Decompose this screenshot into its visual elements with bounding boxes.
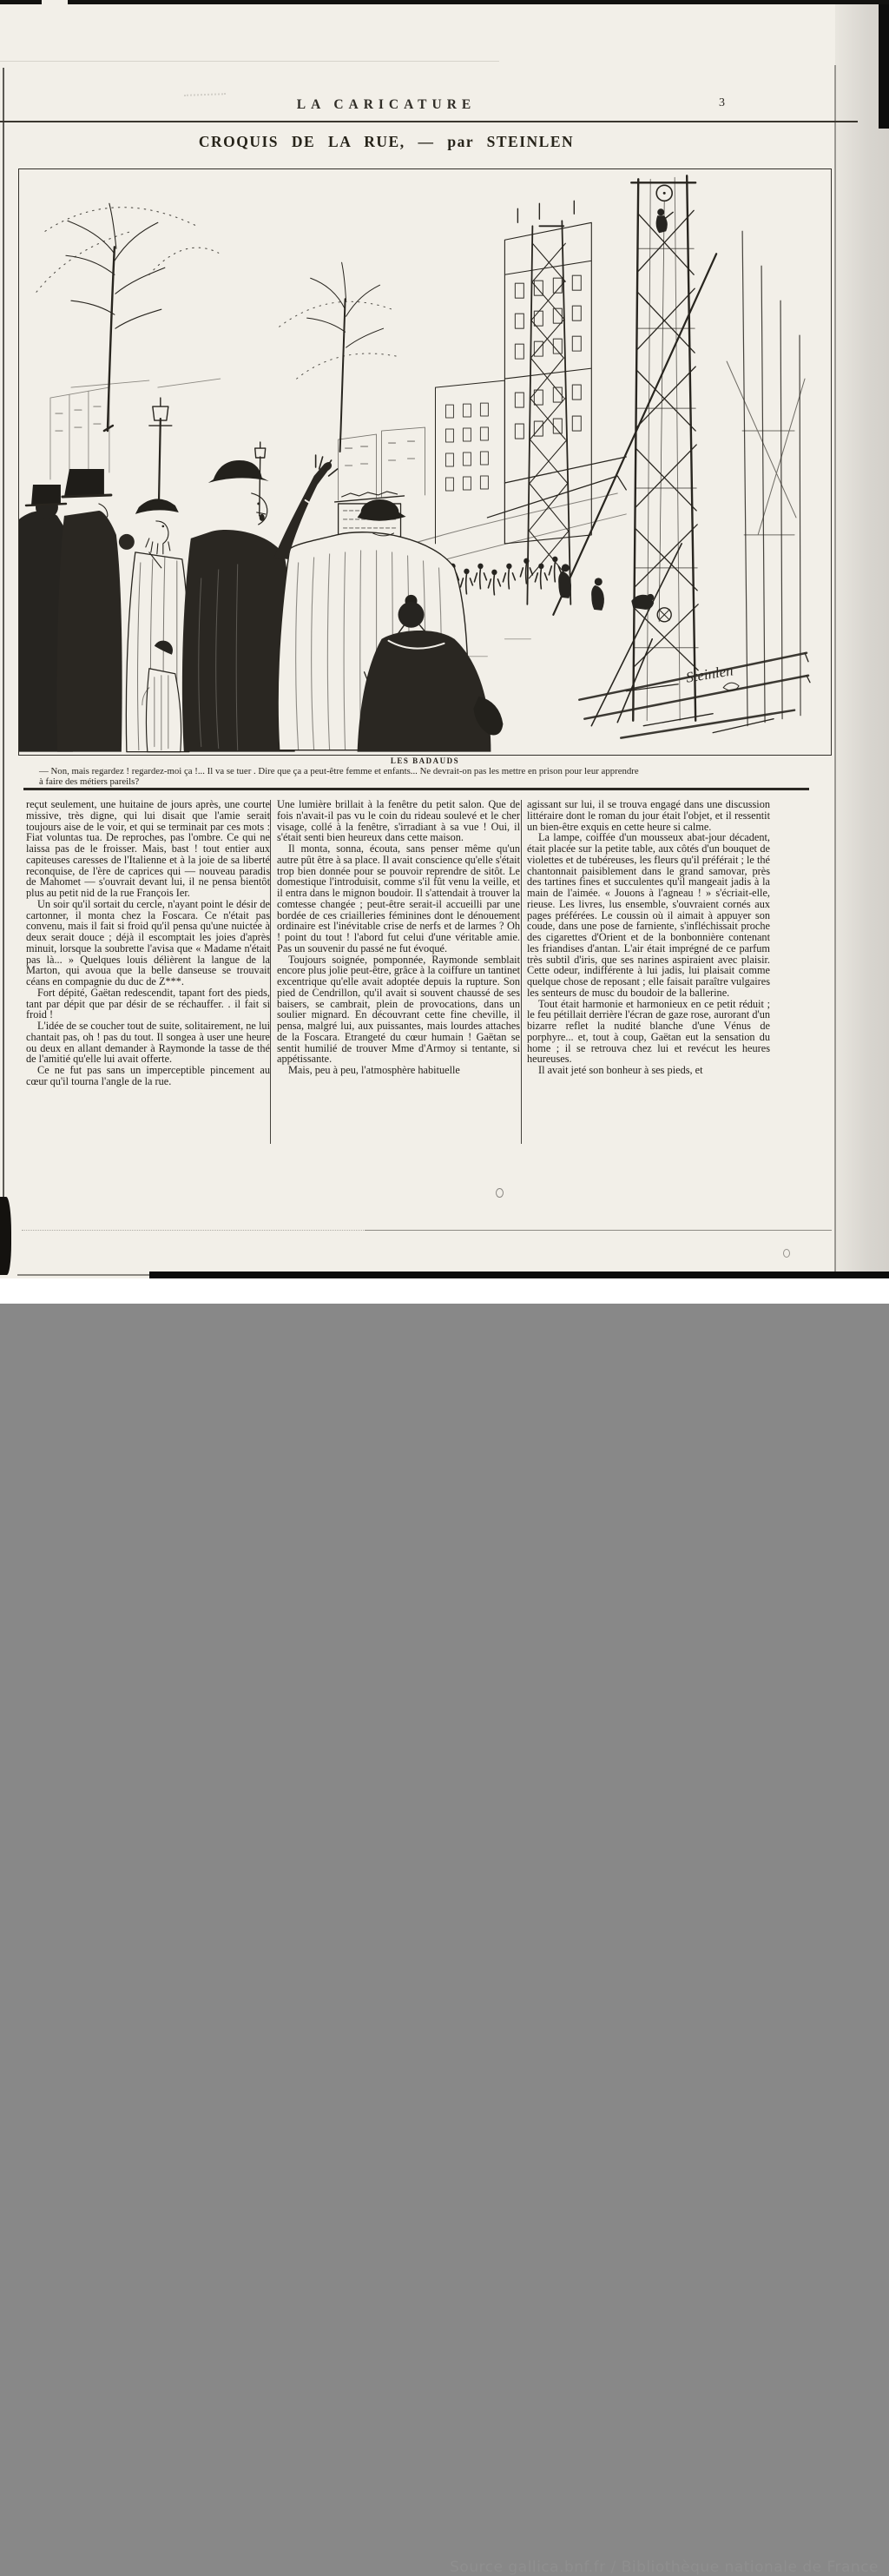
scan-top-edge <box>0 0 889 4</box>
paragraph: reçut seulement, une huitaine de jours après, une courte missive, très digne, qui lui disait que l'amie serait toujours aise de le voir, et qui se terminait par ces mots : Fiat voluntas tua. De reproches, pas l'ombre. Ce qui ne laissa pas de le froisser. Mais, bast ! tout entier aux capiteuses caresses de l'Italienne et à la joie de sa liberté reconquise, de l'ère de caprices qui — nouveau paradis de Mahomet — s'ouvrait devant lui, il ne pensa bientôt plus au petit nid de la rue François Ier. <box>26 798 270 899</box>
column-rule <box>270 800 271 1144</box>
mid-buildings <box>339 427 425 500</box>
workers-and-timber <box>558 564 810 737</box>
illustration-caption-title: LES BADAUDS <box>390 756 460 765</box>
bare-trees <box>36 203 401 452</box>
text-column-3 <box>527 799 770 1076</box>
artist-signature: Steinlen <box>684 662 734 686</box>
paragraph: Un soir qu'il sortait du cercle, n'ayant point le désir de cartonner, il monta chez la Foscara. Ce n'était pas convenu, mais il fait si froid qu'il pensa qu'une nuictée à deux serait douce ; déjà il escomptait les joies d'après minuit, lorsque la soubrette l'avisa que « Madame n'était pas là... » Quelques louis délièrent la langue de la Marton, qui avoua que la belle danseuse se trouvait céans en compagnie du duc de Z***. <box>26 897 270 987</box>
paragraph: La lampe, coiffée d'un mousseux abat-jour décadent, était placée sur la petite table, aux côtés d'un bouquet de violettes et de tubéreuses, les fleurs qu'il préférait ; le thé chantonnait paisiblement dans le grand samovar, près des tartines fines et succulentes qu'il mangeait jadis à la main de l'aimée. « Jouons à l'agneau ! » s'écriait-elle, rieuse. Les livres, lus ensemble, s'ouvraient cornés aux pages préférées. Le coussin où il aimait à appuyer son coude, dans une pose de farniente, s'infléchissait proche des cigarettes d'Orient et de la bonbonnière contenant les friandises d'antan. L'air était imprégné de ce parfum très subtil d'iris, que ses narines aspiraient avec plaisir. Cette odeur, indifférente à lui jadis, lui plaisait comme quelque chose de reposant ; elle faisait paraître vulgaires les senteurs de musc du boudoir de la ballerine. <box>527 831 770 999</box>
pencil-smudge <box>184 93 226 96</box>
page-number: 3 <box>719 96 725 109</box>
gallica-footer <box>0 1278 889 2576</box>
caption-rule <box>23 788 809 790</box>
paragraph: Toujours soignée, pomponnée, Raymonde semblait encore plus jolie peut-être, grâce à la coiffure un tantinet excentrique qu'elle avait adoptée depuis la rupture. Son pied de Cendrillon, qu'il avait si souvent chaussé de ses baisers, se cambrait, plein de provocations, dans un soulier mignard. En découvrant cette fine cheville, il pensa, malgré lui, aux puissantes, mais lourdes attaches de la Foscara. Etrangeté du cœur humain ! Gaëtan se sentit humilié de trouver Mme d'Armoy si tentante, si appétissante. <box>277 953 520 1066</box>
scan-bottom-edge <box>149 1271 889 1278</box>
scan-bottom-edge-thin <box>17 1274 149 1276</box>
paragraph: Ce ne fut pas sans un imperceptible pincement au cœur qu'il tourna l'angle de la rue. <box>26 1064 270 1087</box>
street-scene-illustration <box>18 168 832 756</box>
gallica-source-credit: Source gallica.bnf.fr / Bibliothèque nationale de France <box>450 2559 879 2576</box>
scan-right-margin <box>835 4 889 1272</box>
paragraph: Mais, peu à peu, l'atmosphère habituelle <box>288 1064 460 1076</box>
header-rule <box>0 121 858 122</box>
paragraph: Fort dépité, Gaëtan redescendit, tapant fort des pieds, tant par dépit que par désir de se réchauffer. . il fait si froid ! <box>26 986 270 1021</box>
street-scene-drawing <box>19 169 831 755</box>
print-speck <box>496 1188 504 1198</box>
article-title: CROQUIS DE LA RUE, — par STEINLEN <box>198 133 575 150</box>
paragraph: Tout était harmonie et harmonieux en ce petit réduit ; le feu pétillait derrière l'écran de gaze rose, aurorant d'un bizarre reflet la nudité blanche d'une Vénus de porphyre... et, tout à coup, Gaëtan eut la sensation du home ; il se retrouva chez lui et revécut les heures heureuses. <box>527 997 770 1066</box>
scan-ink-blob <box>0 1197 11 1275</box>
text-column-2 <box>277 799 520 1076</box>
building-right-far <box>435 380 504 544</box>
scan-top-edge-notch <box>42 0 68 4</box>
scan-page-edge-line <box>834 65 836 1272</box>
distant-buildings-left <box>50 379 221 479</box>
paragraph: Une lumière brillait à la fenêtre du petit salon. Que de fois n'avait-il pas vu le coin du rideau soulevé et le cher visage, collé à la fenêtre, s'irradiant à sa vue ! Oui, il s'était senti bien heureux dans cette maison. <box>277 798 520 844</box>
paragraph: agissant sur lui, il se trouva engagé dans une discussion littéraire dont le roman du jour était l'objet, et il ressentit un bien-être exquis en cette heure si calme. <box>527 798 770 833</box>
paragraph: Il avait jeté son bonheur à ses pieds, et <box>538 1064 703 1076</box>
scaffolding-towers <box>527 175 805 725</box>
illustration-caption-line1: — Non, mais regardez ! regardez-moi ça !... Il va se tuer . Dire que ça a peut-être femme et enfants... Ne devrait-on pas les mettre en prison pour leur apprendre <box>39 766 639 776</box>
masthead: LA CARICATURE <box>296 97 477 112</box>
street-lamp <box>149 398 266 516</box>
scan-left-edge-line <box>3 68 4 1226</box>
paragraph: Il monta, sonna, écouta, sans penser même qu'un autre pût être à sa place. Il avait conscience qu'elle s'était trop bien donnée pour se pouvoir reprendre de sitôt. Le domestique l'introduisit, comme s'il fût venu la veille, et il entra dans le mignon boudoir. Il s'attendait à trouver la comtesse changée ; peut-être serait-il accueilli par une bordée de ces criailleries féminines dont le dénouement ordinaire est l'inévitable crise de nerfs et de larmes ? Oh ! point du tout ! l'abord fut celui d'une véritable amie. Pas un souvenir du passé ne fut évoqué. <box>277 842 520 954</box>
building-right-near <box>487 201 626 544</box>
print-speck <box>783 1249 790 1258</box>
scan-crease-line-dark <box>365 1230 832 1231</box>
column-rule <box>521 800 522 1144</box>
paragraph: L'idée de se coucher tout de suite, solitairement, ne lui chantait pas, oh ! pas du tout. Il songea à user une heure ou deux en allant demander à Raymonde la tasse de thé de l'amitié qu'elle lui avait offerte. <box>26 1020 270 1066</box>
illustration-caption-line2: à faire des métiers pareils? <box>39 776 140 787</box>
text-column-1 <box>26 799 270 1087</box>
foreground-onlookers <box>19 455 503 752</box>
scan-corner-shadow <box>879 0 889 129</box>
scan-scratch <box>0 61 499 62</box>
